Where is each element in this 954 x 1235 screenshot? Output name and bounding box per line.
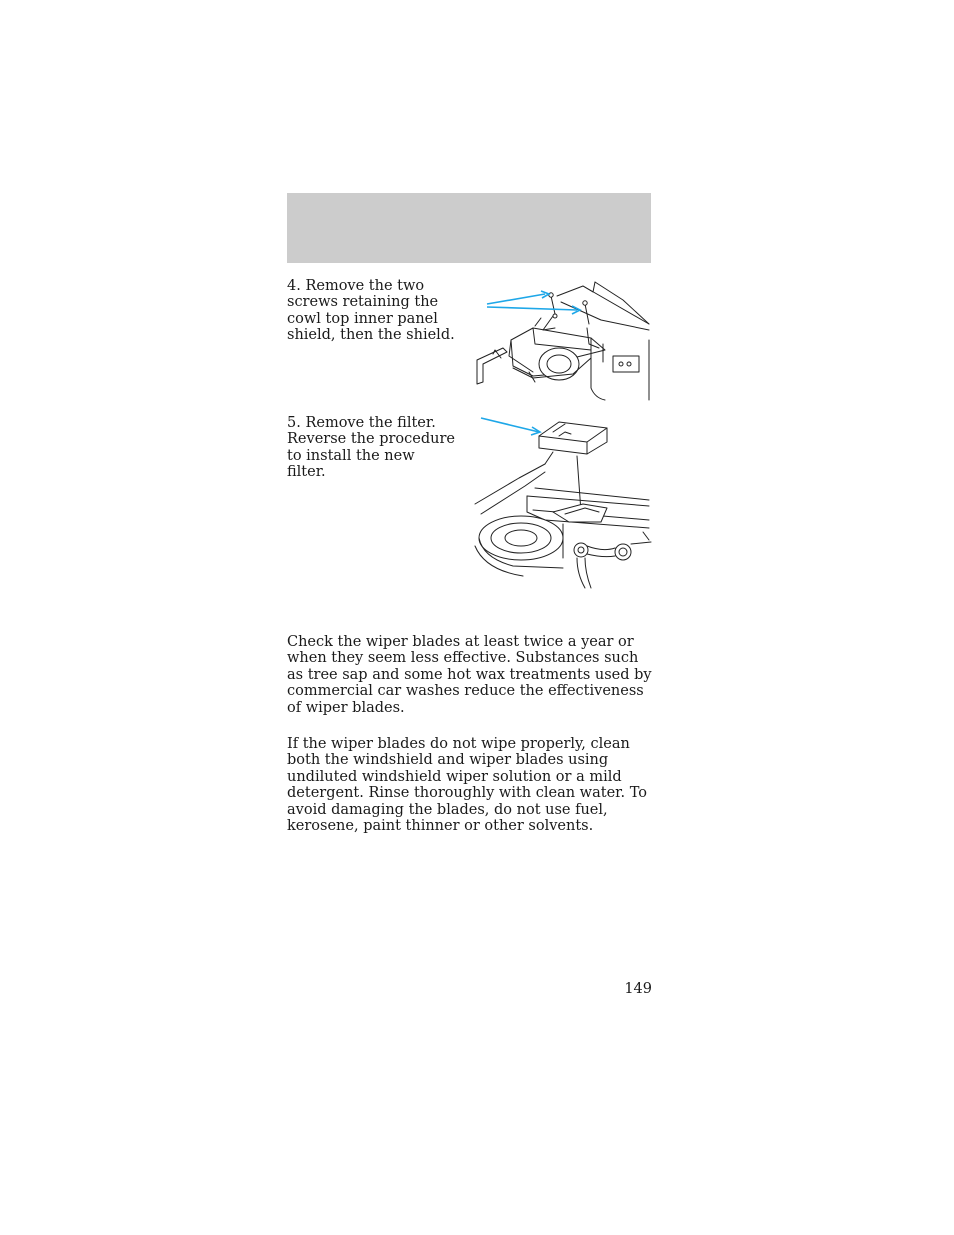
wiper-clean-paragraph: If the wiper blades do not wipe properly, clean both the windshield and wiper blades using undiluted windshield wiper solution or a mild detergent. Rinse thoroughly with clean water. To avoid damaging the blades, do not use fuel, kerosene, paint thinner or other solvents. — [287, 736, 647, 835]
cabin-air-filter-illustration — [473, 412, 653, 590]
cowl-shield-screws-illustration — [473, 278, 653, 403]
callout-arrow — [481, 418, 539, 432]
wiper-check-paragraph: Check the wiper blades at least twice a year or when they seem less effective. Substances such as tree sap and some hot wax treatments used by commercial car washes reduce the effectiveness of wiper blades. — [287, 634, 652, 716]
section-header-band — [287, 193, 651, 263]
callout-arrow — [487, 307, 577, 310]
step-4-text: 4. Remove the two screws retaining the cowl top inner panel shield, then the shield. — [287, 278, 455, 344]
step-5-text: 5. Remove the filter. Reverse the procedure to install the new filter. — [287, 415, 455, 481]
callout-arrow — [487, 294, 545, 304]
page-number: 149 — [624, 981, 652, 997]
